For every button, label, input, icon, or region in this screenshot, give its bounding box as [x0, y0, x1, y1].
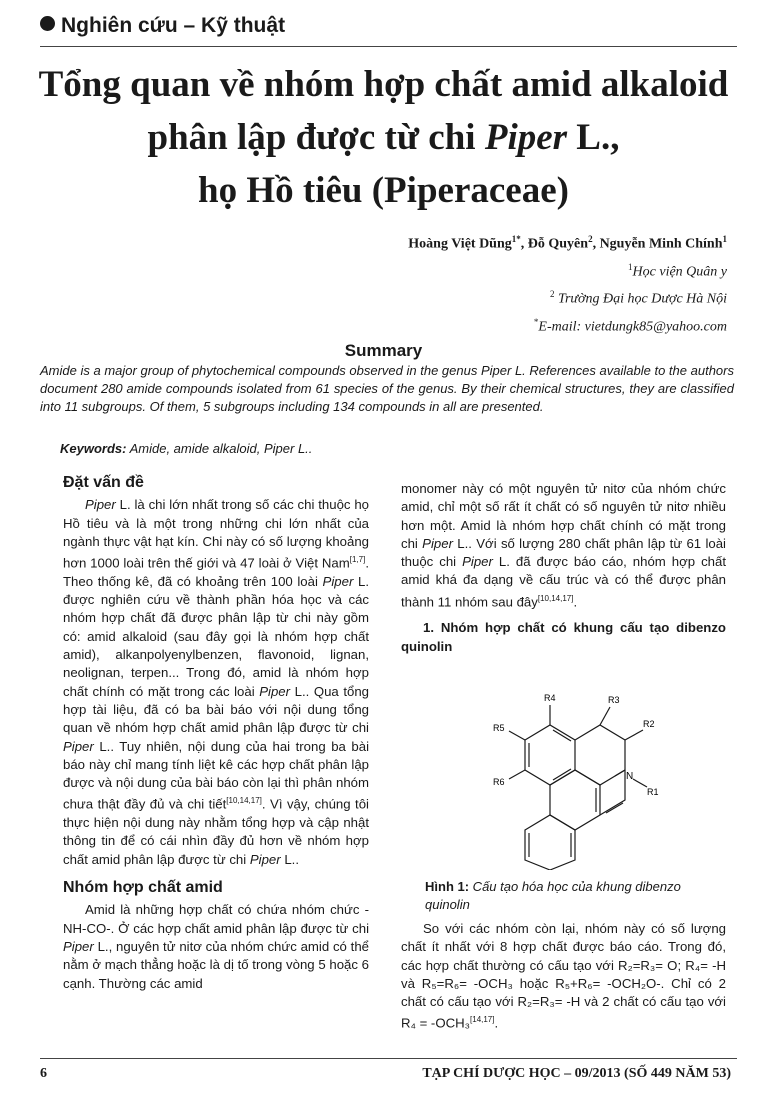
amid-paragraph: Amid là những hợp chất có chứa nhóm chức -NH-CO-. Ở các hợp chất amid phân lập được từ chi Piper L., nguyên tử nitơ của nhóm chức amid có thể nằm ở mạch thẳng hoặc là dị tố trong vòng 5 hoặc 6 cạnh. Thường các amid: [63, 902, 369, 991]
summary-heading: Summary: [344, 341, 423, 360]
ring-a: [525, 725, 575, 785]
title-line-1: Tổng quan về nhóm hợp chất amid alkaloid: [38, 64, 729, 105]
bullet-icon: [40, 16, 55, 31]
atom-r2: R2: [643, 719, 655, 729]
section-header: [40, 14, 285, 38]
footer-divider: [40, 1058, 737, 1059]
intro-paragraph: Piper L. là chi lớn nhất trong số các chi thuộc họ Hồ tiêu và là một trong những chi lớn nhất của ngành thực vật hạt kín. Chi này có số lượng khoảng hơn 1000 loài trên thế giới và 47 loài ở Việt Nam[1,7]. Theo thống kê, đã có khoảng trên 100 loài Piper L. được nghiên cứu về thành phần hóa học và các nhóm hợp chất đã được phân lập từ chi này gồm có: amid alkaloid (sau đây gọi là nhóm hợp chất amid), alkanpolyenylbenzen, flavonoid, lignan, neolignan, terpen... Trong đó, amid là nhóm hợp chất chính có mặt trong các loài Piper L.. Qua tổng hợp tài liệu, đã có ba bài báo với nội dung tổng quan về nhóm hợp chất amid phân lập được từ chi Piper L.. Tuy nhiên, nội dung của hai trong ba bài báo này chỉ mang tính liệt kê các hợp chất phân lập được và nội dung của bài báo còn lại thì phân nhóm chưa thật đầy đủ và chi tiết[10,14,17]. Vì vậy, chúng tôi thực hiện nội dung này nhằm tổng hợp và cập nhật thông tin để có cái nhìn đầy đủ hơn về nhóm hợp chất amid phân lập được từ chi Piper L..: [63, 497, 370, 867]
dibenzo-quinolin-structure: [475, 675, 690, 870]
group1-paragraph: So với các nhóm còn lại, nhóm này có số lượng chất ít nhất với 8 hợp chất được báo cáo. Trong đó, các hợp chất thường có cấu tạo với R₂=R₃= O; R₄= -H và R₅=R₆= -OCH₃ hoặc R₅+R₆= -OCH₂O-. Chỉ có 2 chất có cấu tạo với R₂=R₃= -H và 2 chất có cấu tạo với R₄ = -OCH₃[14,17].: [401, 921, 726, 1031]
affiliation-1: $^1$Học viện Quân y: [628, 261, 727, 280]
ring-e: [525, 815, 575, 870]
author-email: *E-mail: vietdungk85@yahoo.com: [533, 316, 727, 335]
author-names: Hoàng Việt Dũng$^{1*}$, Đỗ Quyên$^2$, Nguyễn Minh Chính$^1$: [408, 234, 727, 252]
atom-r6: R6: [493, 777, 505, 787]
atom-r1: R1: [647, 787, 659, 797]
journal-info: TẠP CHÍ DƯỢC HỌC – 09/2013 (SỐ 449 NĂM 53): [422, 1066, 731, 1081]
amid-heading: Nhóm hợp chất amid: [63, 879, 223, 897]
article-title: [30, 58, 737, 217]
right-column-bottom: [401, 920, 726, 1033]
intro-heading: Đặt vấn đề: [63, 474, 144, 491]
atom-r4: R4: [544, 693, 556, 703]
left-column: [63, 474, 369, 993]
title-line-2: phân lập được từ chi Piper L.,: [147, 117, 620, 158]
atom-r5: R5: [493, 723, 505, 733]
summary-text: Amide is a major group of phytochemical compounds observed in the genus Piper L. References available to the authors document 280 amide compounds isolated from 61 species of the genus. By their chemical structures, they are classified into 11 subgroups. Of them, 5 subgroups including 134 compounds in all are presented.: [40, 363, 734, 414]
keywords: Keywords: Amide, amide alkaloid, Piper L..: [60, 441, 313, 456]
right-column-top: [401, 480, 726, 656]
figure-caption: Hình 1: Cấu tạo hóa học của khung dibenzo quinolin: [425, 879, 681, 912]
section-label: Nghiên cứu – Kỹ thuật: [61, 14, 286, 37]
page-number: 6: [40, 1066, 47, 1081]
group1-heading: 1. Nhóm hợp chất có khung cấu tạo dibenzo quinolin: [401, 620, 726, 654]
ring-c: [550, 770, 600, 830]
atom-r3: R3: [608, 695, 620, 705]
atom-n: N: [626, 771, 634, 782]
affiliation-2: $^2$ Trường Đại học Dược Hà Nội: [549, 289, 727, 307]
title-line-3: họ Hồ tiêu (Piperaceae): [198, 170, 569, 211]
author-block: [408, 228, 727, 339]
continued-paragraph: monomer này có một nguyên tử nitơ của nhóm chức amid, chỉ một số rất ít chất có số nguyên tử nitơ nhiều hơn một. Amid là nhóm hợp chất chính có mặt trong chi Piper L.. Với số lượng 280 chất phân lập từ 61 loài thuộc chi Piper L. đã được báo cáo, nhóm hợp chất amid khá đa dạng về cấu trúc và có thể được phân thành 11 nhóm sau đây[10,14,17].: [401, 481, 726, 610]
header-divider: [40, 46, 737, 47]
